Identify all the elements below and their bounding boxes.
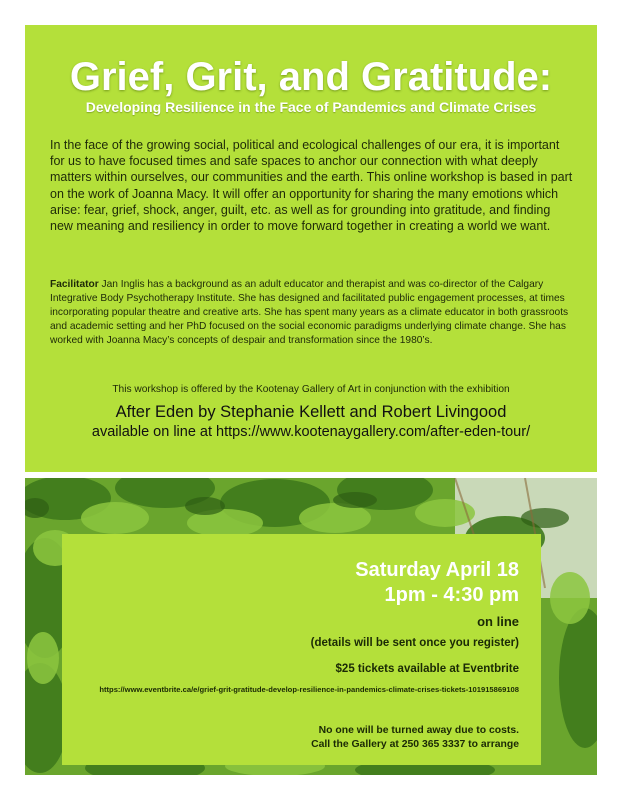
intro-paragraph: In the face of the growing social, political and ecological challenges of our era, it is important for us to have focused times and safe spaces to anchor our connection with what deeply matters within ourselves, our communities and the earth. This online workshop is based in part on the work of Joanna Macy. It will offer an opportunity for sharing the many emotions which arise: fear, grief, shock, anger, guilt, etc. as well as for grounding into gratitude, and finding new meaning and resiliency in order to move forward together in creating a world we want. (50, 138, 573, 234)
exhibition-link[interactable]: available on line at https://www.kootenaygallery.com/after-eden-tour/ (91, 424, 531, 440)
ticket-info: $25 tickets available at Eventbrite (335, 663, 519, 675)
facilitator-text: Jan Inglis has a background as an adult educator and therapist and was co-director of the Calgary Integrative Body Psychotherapy Institute. She has designed and facilitated public engagement processes, at times incorporating popular theatre and creative arts. She has spent many years as a climate educator in both grassroots and academic setting and her PhD focused on the social economic paradigms underlying climate change. She has worked with Joanna Macy’s concepts of despair and transformation since the 1980’s. (50, 279, 569, 346)
facilitator-label: Facilitator (50, 279, 99, 290)
event-date: Saturday April 18 (355, 559, 519, 581)
info-panel (25, 25, 597, 472)
leaves-photo (25, 478, 597, 775)
exhibition-title: After Eden by Stephanie Kellett and Robert Livingood (115, 403, 507, 421)
flyer-subtitle: Developing Resilience in the Face of Pandemics and Climate Crises (85, 99, 537, 115)
cost-note (59, 724, 519, 751)
call-gallery: Call the Gallery at 250 365 3337 to arrange (311, 738, 519, 750)
event-location: on line (477, 614, 519, 629)
event-details-box (62, 534, 541, 765)
no-one-turned-away: No one will be turned away due to costs. (318, 725, 519, 736)
facilitator-paragraph (50, 278, 578, 348)
details-note: (details will be sent once you register) (310, 637, 519, 649)
flyer-title: Grief, Grit, and Gratitude: (69, 55, 553, 99)
ticket-link[interactable]: https://www.eventbrite.ca/e/grief-grit-gratitude-develop-resilience-in-pandemics-climate-crises-tickets-101915869108 (99, 685, 519, 694)
offered-by-text: This workshop is offered by the Kootenay Gallery of Art in conjunction with the exhibition (112, 384, 510, 395)
event-time: 1pm - 4:30 pm (384, 584, 519, 606)
